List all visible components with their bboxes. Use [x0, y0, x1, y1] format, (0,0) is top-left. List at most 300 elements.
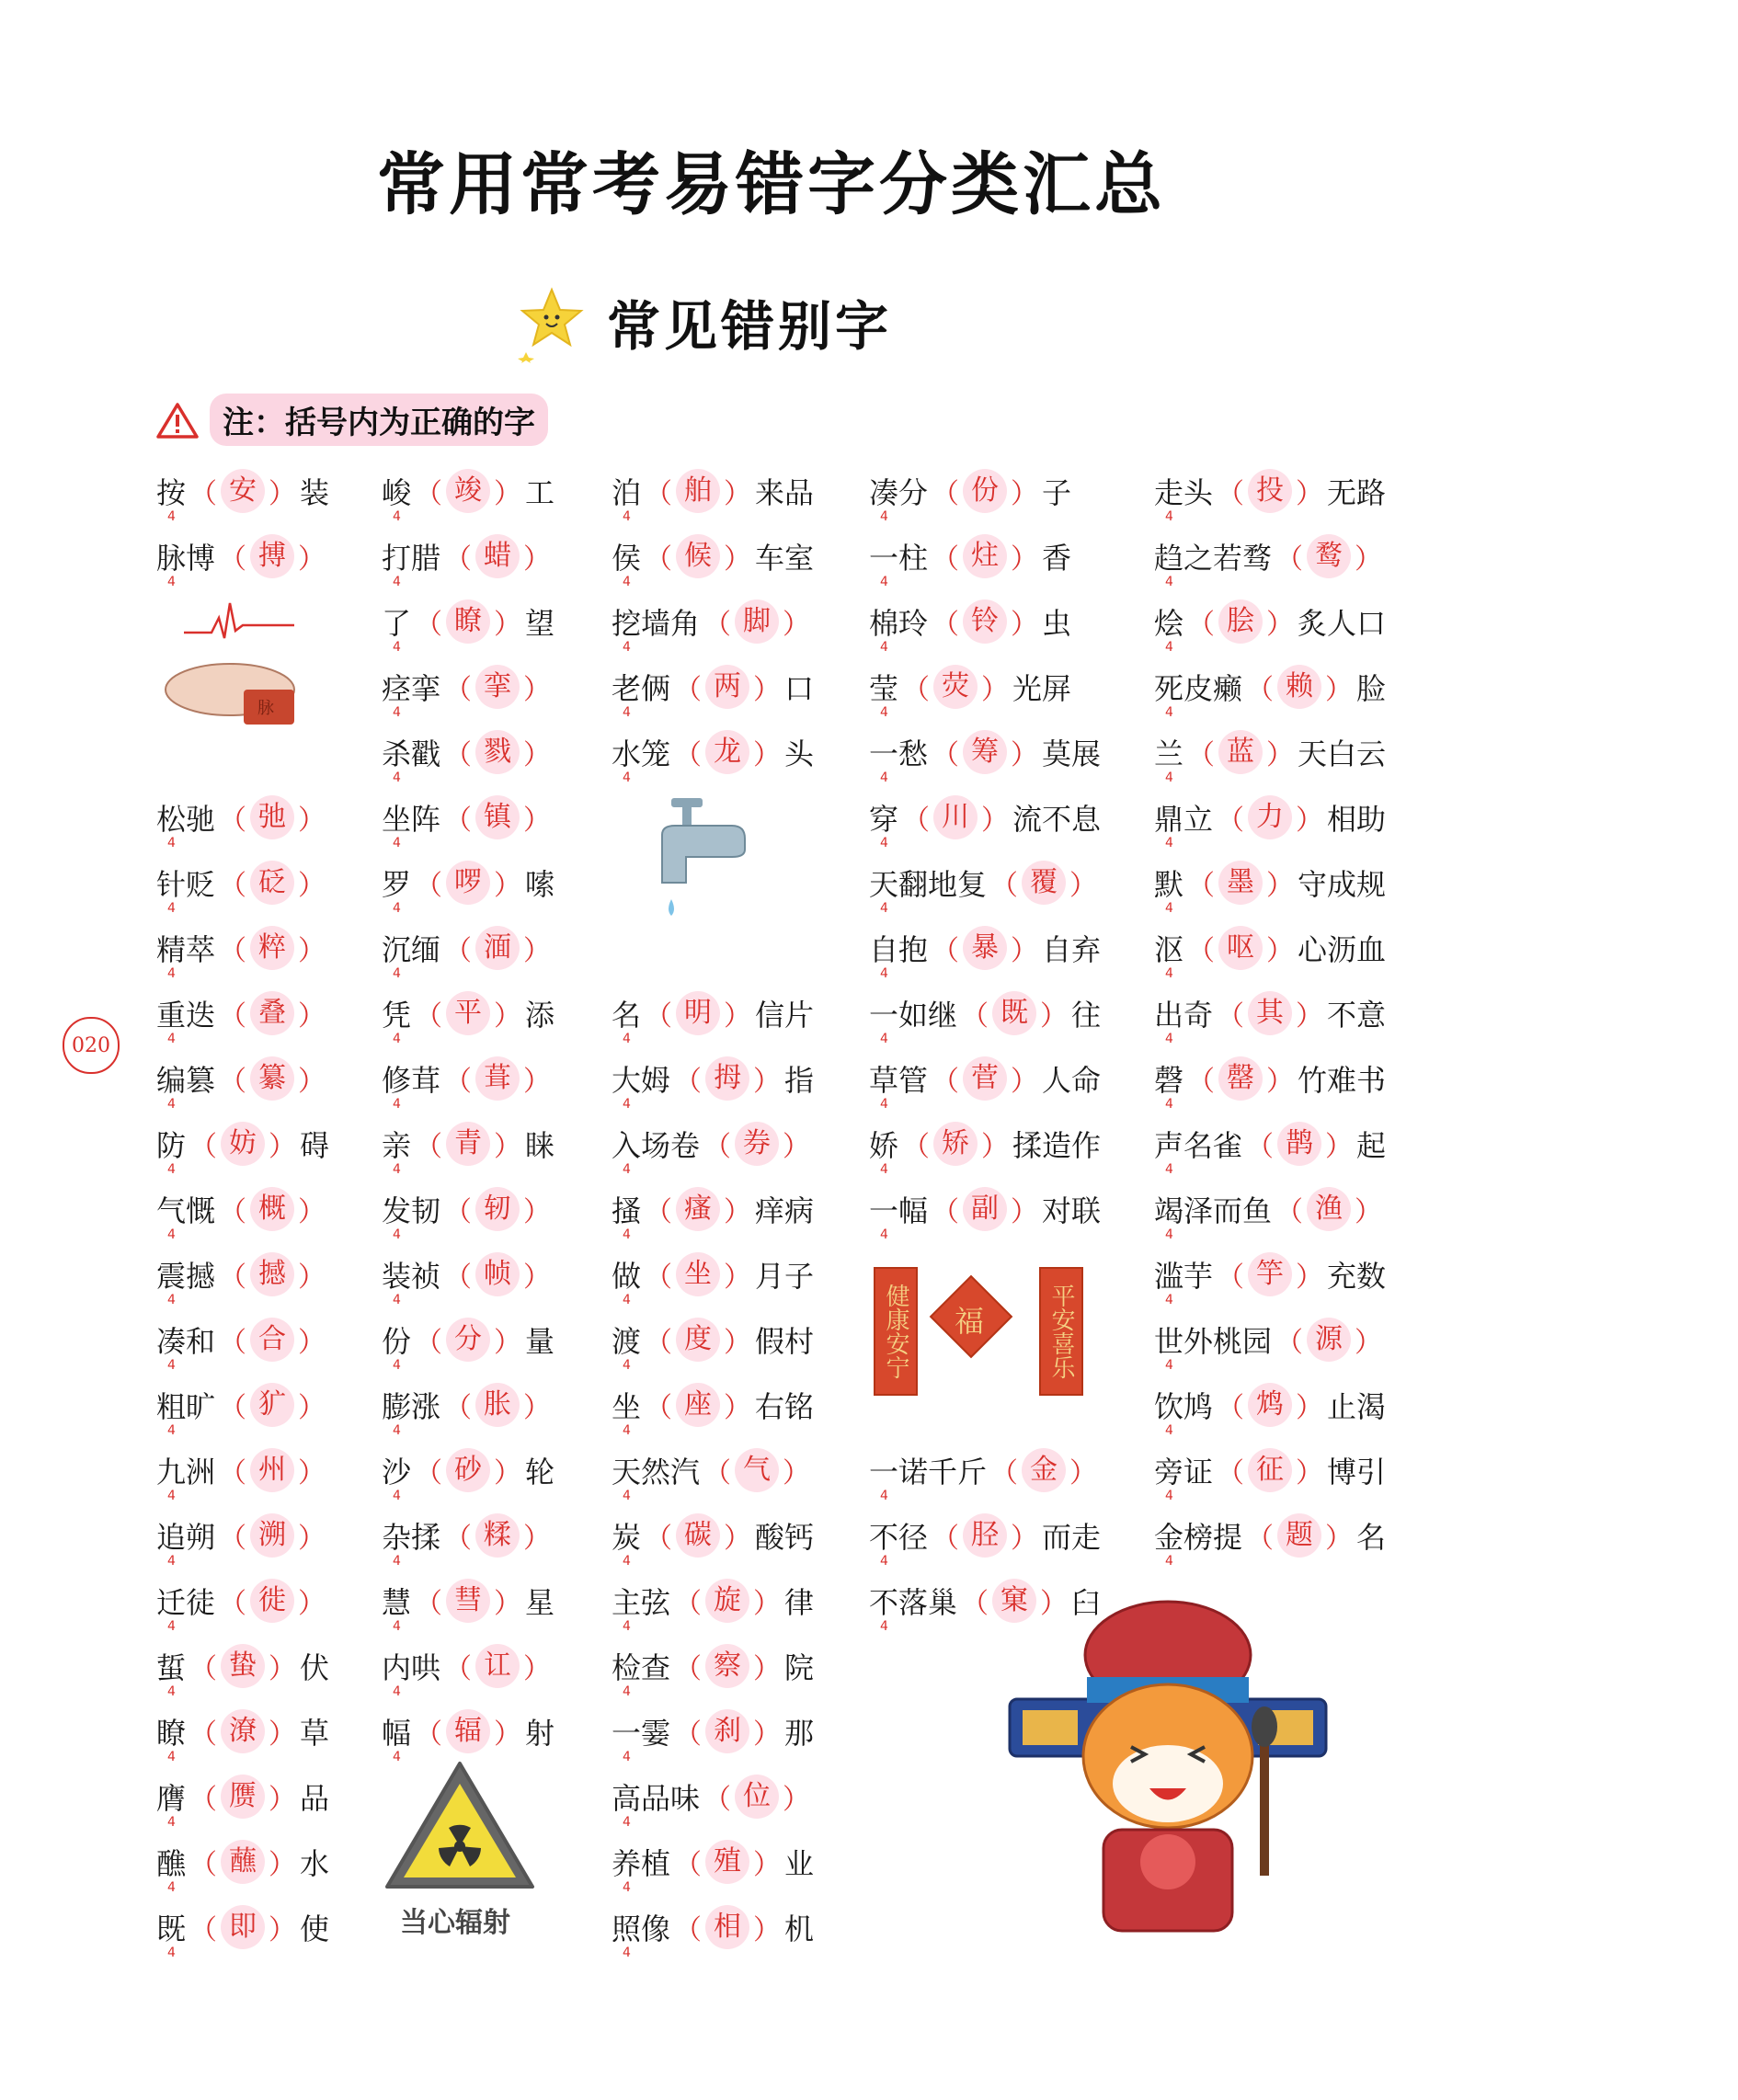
word-entry [612, 469, 815, 524]
tone-marker: 4 [880, 1227, 888, 1242]
word-entry [1154, 1513, 1387, 1569]
word-entry [612, 991, 815, 1046]
correct-char: 罄 [1218, 1056, 1263, 1101]
tone-marker: 4 [623, 1423, 631, 1438]
right-paren: ） [1266, 870, 1295, 902]
right-paren: ） [1040, 1588, 1069, 1620]
right-paren: ） [494, 1131, 522, 1163]
wrong-text: 一幅 [869, 1193, 929, 1228]
left-paren: （ [1246, 1523, 1275, 1555]
left-paren: （ [219, 805, 247, 837]
tone-marker: 4 [1165, 1358, 1173, 1373]
word-entry [869, 1448, 1101, 1503]
wrong-text: 竭泽而鱼 [1154, 1193, 1273, 1228]
correct-char: 荧 [933, 665, 978, 709]
correct-char: 平 [446, 991, 490, 1035]
word-entry [869, 1187, 1102, 1242]
right-paren: ） [523, 1653, 552, 1685]
wrong-text: 照像 [612, 1912, 671, 1946]
wrong-text: 入场卷 [612, 1128, 701, 1163]
trailing-text: 竹难书 [1298, 1063, 1387, 1098]
right-paren: ） [1355, 1196, 1383, 1228]
word-entry [156, 1579, 329, 1634]
left-paren: （ [1275, 1327, 1304, 1359]
wrong-text: 兰 [1154, 736, 1184, 771]
wrong-text: 烩 [1154, 606, 1184, 641]
word-entry [612, 1644, 815, 1699]
left-paren: （ [219, 1000, 247, 1033]
correct-char: 蛰 [221, 1644, 265, 1688]
tone-marker: 4 [393, 836, 401, 850]
right-paren: ） [269, 1653, 297, 1685]
word-entry [612, 599, 814, 655]
wrong-text: 搔 [612, 1193, 642, 1228]
tone-marker: 4 [880, 1097, 888, 1112]
word-entry [1154, 1122, 1387, 1177]
correct-char: 即 [221, 1905, 265, 1949]
right-paren: ） [494, 609, 522, 641]
left-paren: （ [674, 674, 703, 706]
trailing-text: 使 [300, 1912, 330, 1946]
wrong-text: 鼎立 [1154, 802, 1214, 837]
right-paren: ） [494, 1000, 522, 1033]
word-entry [382, 1056, 555, 1112]
tone-marker: 4 [880, 966, 888, 981]
left-paren: （ [189, 478, 218, 510]
right-paren: ） [298, 1196, 326, 1228]
wrong-text: 出奇 [1154, 998, 1214, 1033]
wrong-text: 沙 [382, 1455, 412, 1489]
correct-char: 讧 [475, 1644, 520, 1688]
left-paren: （ [674, 1914, 703, 1946]
page-number: 020 [63, 1017, 120, 1074]
trailing-text: 起 [1356, 1128, 1387, 1163]
right-paren: ） [298, 1523, 326, 1555]
tone-marker: 4 [623, 1554, 631, 1569]
wrong-text: 莹 [869, 671, 899, 706]
correct-char: 菅 [963, 1056, 1007, 1101]
tone-marker: 4 [623, 1880, 631, 1895]
right-paren: ） [298, 1066, 326, 1098]
wrong-text: 重迭 [156, 998, 216, 1033]
wrong-text: 一愁 [869, 736, 929, 771]
word-entry [1154, 1056, 1387, 1112]
tone-marker: 4 [623, 1750, 631, 1764]
trailing-text: 止渴 [1327, 1389, 1387, 1424]
right-paren: ） [494, 1327, 522, 1359]
right-paren: ） [1296, 1261, 1324, 1294]
right-paren: ） [753, 739, 782, 771]
correct-char: 分 [446, 1318, 490, 1362]
tone-marker: 4 [1165, 1293, 1173, 1307]
left-paren: （ [1246, 1131, 1275, 1163]
wrong-text: 杀戳 [382, 736, 441, 771]
left-paren: （ [444, 543, 473, 576]
wrong-text: 金榜提 [1154, 1520, 1243, 1555]
right-paren: ） [298, 1327, 326, 1359]
tone-marker: 4 [623, 1619, 631, 1634]
trailing-text: 车室 [755, 541, 815, 576]
tone-marker: 4 [167, 1619, 176, 1634]
right-paren: ） [1266, 1066, 1295, 1098]
trailing-text: 无路 [1327, 475, 1387, 510]
left-paren: （ [189, 1653, 218, 1685]
word-entry [1154, 1187, 1386, 1242]
left-paren: （ [674, 1849, 703, 1881]
right-paren: ） [753, 1588, 782, 1620]
tone-marker: 4 [623, 1815, 631, 1830]
tone-marker: 4 [880, 1032, 888, 1046]
correct-char: 蜡 [475, 534, 520, 578]
trailing-text: 相助 [1327, 802, 1387, 837]
left-paren: （ [932, 478, 960, 510]
right-paren: ） [1069, 870, 1098, 902]
word-entry [869, 730, 1102, 785]
left-paren: （ [219, 1523, 247, 1555]
wrong-text: 份 [382, 1324, 412, 1359]
left-paren: （ [1187, 1066, 1216, 1098]
right-paren: ） [269, 1131, 297, 1163]
trailing-text: 业 [784, 1846, 815, 1881]
correct-char: 坐 [676, 1252, 720, 1296]
wrong-text: 默 [1154, 867, 1184, 902]
trailing-text: 星 [525, 1585, 555, 1620]
tone-marker: 4 [167, 1162, 176, 1177]
tone-marker: 4 [167, 836, 176, 850]
right-paren: ） [1011, 1066, 1039, 1098]
tone-marker: 4 [393, 1097, 401, 1112]
left-paren: （ [415, 609, 443, 641]
tone-marker: 4 [393, 1750, 401, 1764]
tone-marker: 4 [623, 509, 631, 524]
word-entry [612, 1187, 815, 1242]
wrong-text: 做 [612, 1259, 642, 1294]
word-entry [382, 599, 555, 655]
correct-char: 源 [1307, 1318, 1351, 1362]
wrong-text: 走头 [1154, 475, 1214, 510]
left-paren: （ [1187, 609, 1216, 641]
word-entry [382, 665, 555, 720]
left-paren: （ [415, 1131, 443, 1163]
wrong-text: 死皮癞 [1154, 671, 1243, 706]
word-entry [382, 861, 555, 916]
right-paren: ） [523, 739, 552, 771]
correct-char: 窠 [992, 1579, 1036, 1623]
correct-char: 竽 [1248, 1252, 1292, 1296]
trailing-text: 守成规 [1298, 867, 1387, 902]
correct-char: 蘸 [221, 1840, 265, 1884]
wrong-text: 杂揉 [382, 1520, 441, 1555]
word-entry [869, 926, 1102, 981]
tone-marker: 4 [1165, 509, 1173, 524]
tone-marker: 4 [880, 836, 888, 850]
correct-char: 粹 [250, 926, 294, 970]
wrong-text: 精萃 [156, 932, 216, 967]
right-paren: ） [1011, 609, 1039, 641]
right-paren: ） [269, 1914, 297, 1946]
right-paren: ） [298, 543, 326, 576]
couplet-illustration [874, 1260, 1085, 1398]
wrong-text: 沉缅 [382, 932, 441, 967]
word-entry [382, 730, 555, 785]
trailing-text: 伏 [300, 1650, 330, 1685]
left-paren: （ [703, 1457, 732, 1489]
correct-char: 戮 [475, 730, 520, 774]
wrong-text: 膨涨 [382, 1389, 441, 1424]
word-entry [612, 665, 815, 720]
tone-marker: 4 [167, 1097, 176, 1112]
correct-char: 座 [676, 1383, 720, 1427]
wrong-text: 老俩 [612, 671, 671, 706]
wrong-text: 迁徒 [156, 1585, 216, 1620]
trailing-text: 院 [784, 1650, 815, 1685]
trailing-text: 人命 [1042, 1063, 1102, 1098]
left-paren: （ [1187, 935, 1216, 967]
tone-marker: 4 [880, 575, 888, 589]
wrong-text: 沤 [1154, 932, 1184, 967]
word-entry [156, 1905, 330, 1960]
left-paren: （ [674, 1653, 703, 1685]
correct-char: 呕 [1218, 926, 1263, 970]
tone-marker: 4 [1165, 901, 1173, 916]
word-entry [382, 1579, 555, 1634]
wrong-text: 不落巢 [869, 1585, 958, 1620]
word-entry [1154, 1318, 1386, 1373]
tone-marker: 4 [393, 1619, 401, 1634]
tone-marker: 4 [167, 1358, 176, 1373]
trailing-text: 香 [1042, 541, 1072, 576]
trailing-text: 自弃 [1042, 932, 1102, 967]
word-entry [1154, 1252, 1387, 1307]
correct-char: 题 [1277, 1513, 1321, 1558]
left-paren: （ [645, 1196, 673, 1228]
wrong-text: 侯 [612, 541, 642, 576]
tone-marker: 4 [880, 509, 888, 524]
word-entry [156, 1709, 330, 1764]
correct-char: 投 [1248, 469, 1292, 513]
right-paren: ） [1325, 1523, 1354, 1555]
wrong-text: 大姆 [612, 1063, 671, 1098]
right-paren: ） [523, 1392, 552, 1424]
tone-marker: 4 [1165, 1423, 1173, 1438]
wrong-text: 不径 [869, 1520, 929, 1555]
word-entry [156, 1644, 330, 1699]
right-paren: ） [523, 1066, 552, 1098]
trailing-text: 右铭 [755, 1389, 815, 1424]
correct-char: 合 [250, 1318, 294, 1362]
trailing-text: 脸 [1356, 671, 1387, 706]
word-entry [869, 1513, 1102, 1569]
word-entry [156, 1383, 329, 1438]
trailing-text: 工 [525, 475, 555, 510]
right-paren: ） [724, 1000, 752, 1033]
correct-char: 金 [1022, 1448, 1066, 1492]
right-paren: ） [724, 1327, 752, 1359]
tone-marker: 4 [880, 901, 888, 916]
right-paren: ） [724, 1196, 752, 1228]
right-paren: ） [494, 870, 522, 902]
left-paren: （ [219, 1196, 247, 1228]
right-paren: ） [494, 1718, 522, 1751]
left-paren: （ [1187, 870, 1216, 902]
wrong-text: 天翻地复 [869, 867, 988, 902]
correct-char: 暴 [963, 926, 1007, 970]
left-paren: （ [219, 1392, 247, 1424]
word-entry [612, 1252, 815, 1307]
right-paren: ） [1011, 1196, 1039, 1228]
wrong-text: 名 [612, 998, 642, 1033]
left-paren: （ [932, 935, 960, 967]
word-entry [382, 1448, 555, 1503]
right-paren: ） [783, 1457, 811, 1489]
right-paren: ） [1355, 1327, 1383, 1359]
correct-char: 两 [705, 665, 749, 709]
word-entry [382, 469, 555, 524]
correct-char: 候 [676, 534, 720, 578]
trailing-text: 轮 [525, 1455, 555, 1489]
correct-char: 征 [1248, 1448, 1292, 1492]
correct-char: 轫 [475, 1187, 520, 1231]
tone-marker: 4 [880, 705, 888, 720]
left-paren: （ [703, 609, 732, 641]
tone-marker: 4 [623, 640, 631, 655]
tone-marker: 4 [880, 1162, 888, 1177]
tone-marker: 4 [1165, 1227, 1173, 1242]
left-paren: （ [415, 1327, 443, 1359]
right-paren: ） [494, 478, 522, 510]
wrong-text: 泊 [612, 475, 642, 510]
tone-marker: 4 [393, 509, 401, 524]
left-paren: （ [219, 935, 247, 967]
tone-marker: 4 [1165, 705, 1173, 720]
left-paren: （ [1217, 1000, 1245, 1033]
tone-marker: 4 [167, 966, 176, 981]
word-entry [156, 1252, 329, 1307]
left-paren: （ [1187, 739, 1216, 771]
wrong-text: 凑和 [156, 1324, 216, 1359]
correct-char: 殖 [705, 1840, 749, 1884]
wrong-text: 防 [156, 1128, 187, 1163]
correct-char: 龙 [705, 730, 749, 774]
right-paren: ） [724, 543, 752, 576]
correct-char: 安 [221, 469, 265, 513]
tone-marker: 4 [167, 901, 176, 916]
correct-char: 糅 [475, 1513, 520, 1558]
trailing-text: 天白云 [1298, 736, 1387, 771]
correct-char: 砭 [250, 861, 294, 905]
right-paren: ） [298, 935, 326, 967]
tone-marker: 4 [623, 1293, 631, 1307]
trailing-text: 那 [784, 1716, 815, 1751]
correct-char: 覆 [1022, 861, 1066, 905]
right-paren: ） [1011, 543, 1039, 576]
right-paren: ） [783, 609, 811, 641]
tone-marker: 4 [623, 1097, 631, 1112]
left-paren: （ [415, 870, 443, 902]
left-paren: （ [219, 1588, 247, 1620]
wrong-text: 凭 [382, 998, 412, 1033]
wrong-text: 主弦 [612, 1585, 671, 1620]
wrong-text: 蜇 [156, 1650, 187, 1685]
right-paren: ） [753, 1653, 782, 1685]
word-entry [156, 795, 329, 850]
wrong-text: 编篡 [156, 1063, 216, 1098]
caution-caption: 当心辐射 [400, 1907, 510, 1939]
left-paren: （ [415, 1457, 443, 1489]
trailing-text: 炙人口 [1298, 606, 1387, 641]
tone-marker: 4 [623, 575, 631, 589]
left-paren: （ [219, 543, 247, 576]
correct-char: 相 [705, 1905, 749, 1949]
left-paren: （ [415, 478, 443, 510]
word-entry [869, 1056, 1102, 1112]
left-paren: （ [415, 1000, 443, 1033]
right-paren: ） [269, 1784, 297, 1816]
correct-char: 炷 [963, 534, 1007, 578]
wrong-text: 震撼 [156, 1259, 216, 1294]
tone-marker: 4 [623, 1162, 631, 1177]
word-entry [869, 861, 1101, 916]
left-paren: （ [990, 1457, 1019, 1489]
correct-char: 辐 [446, 1709, 490, 1753]
tone-marker: 4 [167, 1423, 176, 1438]
correct-char: 彗 [446, 1579, 490, 1623]
correct-char: 叠 [250, 991, 294, 1035]
correct-char: 竣 [446, 469, 490, 513]
correct-char: 明 [676, 991, 720, 1035]
wrong-text: 饮鸠 [1154, 1389, 1214, 1424]
tone-marker: 4 [167, 1750, 176, 1764]
right-paren: ） [523, 543, 552, 576]
wrong-text: 趋之若骛 [1154, 541, 1273, 576]
trailing-text: 不意 [1327, 998, 1387, 1033]
correct-char: 铃 [963, 599, 1007, 644]
tone-marker: 4 [1165, 966, 1173, 981]
left-paren: （ [1246, 674, 1275, 706]
left-paren: （ [1275, 1196, 1304, 1228]
word-entry [612, 534, 815, 589]
left-paren: （ [189, 1914, 218, 1946]
correct-char: 脚 [735, 599, 779, 644]
trailing-text: 充数 [1327, 1259, 1387, 1294]
tone-marker: 4 [393, 1293, 401, 1307]
tone-marker: 4 [167, 1032, 176, 1046]
word-entry [156, 1122, 330, 1177]
left-paren: （ [219, 1327, 247, 1359]
correct-char: 撼 [250, 1252, 294, 1296]
trailing-text: 酸钙 [755, 1520, 815, 1555]
wrong-text: 针贬 [156, 867, 216, 902]
left-paren: （ [189, 1131, 218, 1163]
wrong-text: 追朔 [156, 1520, 216, 1555]
left-paren: （ [645, 1523, 673, 1555]
left-paren: （ [1217, 478, 1245, 510]
tone-marker: 4 [167, 1554, 176, 1569]
trailing-text: 虫 [1042, 606, 1072, 641]
correct-char: 鸩 [1248, 1383, 1292, 1427]
trailing-text: 流不息 [1012, 802, 1102, 837]
right-paren: ） [1266, 739, 1295, 771]
tone-marker: 4 [623, 1227, 631, 1242]
tone-marker: 4 [393, 1227, 401, 1242]
tone-marker: 4 [880, 1489, 888, 1503]
wrong-text: 打腊 [382, 541, 441, 576]
left-paren: （ [415, 1588, 443, 1620]
tone-marker: 4 [1165, 1554, 1173, 1569]
correct-char: 位 [735, 1775, 779, 1819]
correct-char: 既 [992, 991, 1036, 1035]
trailing-text: 博引 [1327, 1455, 1387, 1489]
